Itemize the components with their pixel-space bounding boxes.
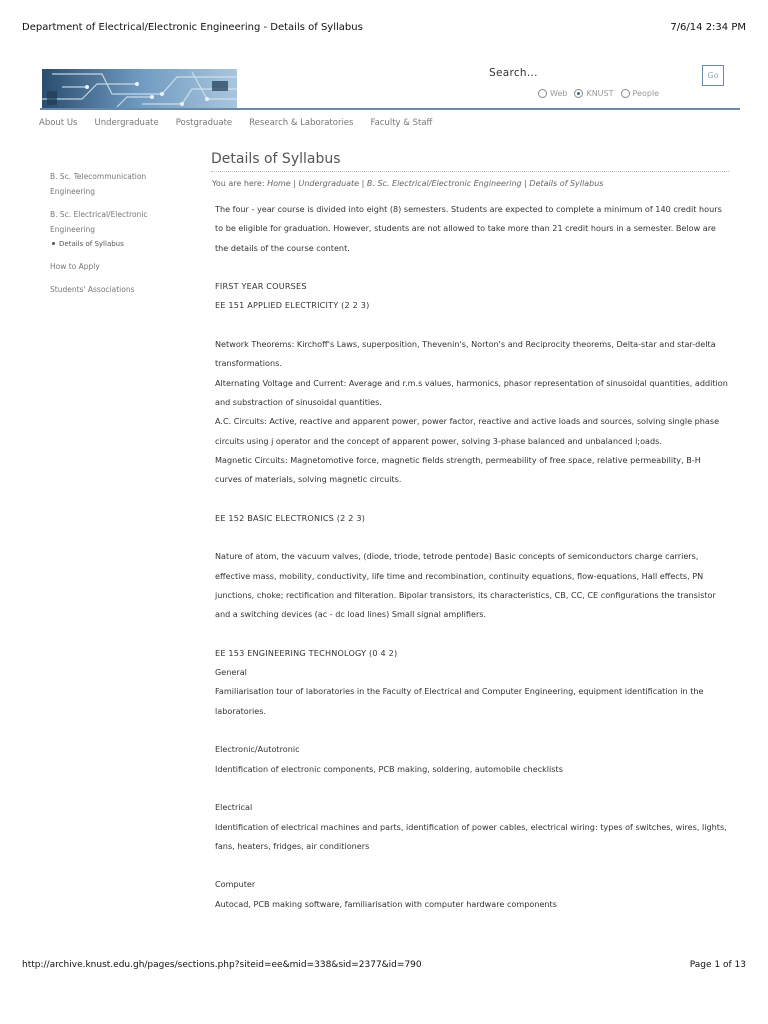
general-paragraph: Familiarisation tour of laboratories in the Faculty of Electrical and Computer Engineering, equipment identification in the laboratories. bbox=[215, 686, 704, 716]
title-divider bbox=[211, 171, 729, 172]
computer-paragraph: Autocad, PCB making software, familiarisation with computer hardware components bbox=[215, 898, 557, 909]
syllabus-content bbox=[215, 200, 730, 914]
sidebar-item-how-to-apply[interactable]: How to Apply bbox=[50, 262, 100, 271]
nav-about-us[interactable]: About Us bbox=[39, 118, 78, 128]
electronic-heading: Electronic/Autotronic bbox=[215, 744, 300, 755]
computer-heading: Computer bbox=[215, 879, 256, 890]
nav-postgraduate[interactable]: Postgraduate bbox=[175, 118, 233, 128]
nav-research-laboratories[interactable]: Research & Laboratories bbox=[249, 118, 354, 128]
sidebar-item-electrical[interactable]: B. Sc. Electrical/Electronic Engineering bbox=[50, 210, 148, 234]
page-title: Details of Syllabus bbox=[211, 151, 341, 167]
general-heading: General bbox=[215, 667, 247, 678]
radio-web[interactable] bbox=[538, 89, 547, 98]
breadcrumb-undergraduate[interactable]: Undergraduate bbox=[298, 179, 360, 188]
electrical-heading: Electrical bbox=[215, 802, 253, 813]
ee151-heading: EE 151 APPLIED ELECTRICITY (2 2 3) bbox=[215, 300, 370, 311]
radio-people[interactable] bbox=[621, 89, 630, 98]
ee152-paragraph: Nature of atom, the vacuum valves, (diode, triode, tetrode pentode) Basic concepts of semiconductors charge carriers, effective mass, mobility, conductivity, life time and recombination, continuity equations, flow-equations, Hall effects, PN junctions, choke; rectification and filteration. Bipolar transistors, its characteristics, CB, CC, CE configurations the transistor and a switching devices (ac - dc load lines) Small signal amplifiers. bbox=[215, 551, 716, 620]
radio-people-label: People bbox=[632, 89, 660, 98]
ee151-network-theorems: Network Theorems: Kirchoff's Laws, superposition, Thevenin's, Norton's and Reciprocity theorems, Delta-star and star-delta transformations. bbox=[215, 339, 716, 369]
sidebar-item-telecom[interactable]: B. Sc. Telecommunication Engineering bbox=[50, 172, 147, 196]
radio-web-label: Web bbox=[550, 89, 568, 98]
nav-undergraduate[interactable]: Undergraduate bbox=[94, 118, 159, 128]
search-scope-radios bbox=[538, 89, 663, 98]
bullet-icon bbox=[52, 242, 55, 245]
ee152-heading: EE 152 BASIC ELECTRONICS (2 2 3) bbox=[215, 512, 366, 523]
intro-paragraph: The four - year course is divided into eight (8) semesters. Students are expected to complete a minimum of 140 credit hours to be eligible for graduation. However, students are not allowed to take more than 21 credit hours in a semester. Below are the details of the course content. bbox=[215, 204, 722, 253]
search-go-button[interactable]: Go bbox=[702, 65, 724, 86]
nav-faculty-staff[interactable]: Faculty & Staff bbox=[370, 118, 433, 128]
electronic-paragraph: Identification of electronic components, PCB making, soldering, automobile checklists bbox=[215, 763, 563, 774]
sidebar-subitem-syllabus[interactable] bbox=[50, 237, 170, 251]
sidebar-subitem-label: Details of Syllabus bbox=[59, 240, 124, 248]
ee153-heading: EE 153 ENGINEERING TECHNOLOGY (0 4 2) bbox=[215, 647, 398, 658]
sidebar-item-students-associations[interactable]: Students' Associations bbox=[50, 285, 135, 294]
electrical-paragraph: Identification of electrical machines and parts, identification of power cables, electrical wiring: types of switches, wires, lights, fans, heaters, fridges, air conditioners bbox=[215, 821, 727, 851]
header-divider bbox=[40, 108, 740, 110]
sidebar bbox=[50, 169, 170, 305]
first-year-heading: FIRST YEAR COURSES bbox=[215, 281, 307, 292]
print-header-date: 7/6/14 2:34 PM bbox=[670, 22, 746, 33]
breadcrumb-bsc-electrical[interactable]: B. Sc. Electrical/Electronic Engineering bbox=[366, 179, 522, 188]
ee151-alternating: Alternating Voltage and Current: Average and r.m.s values, harmonics, phasor representation of sinusoidal quantities, addition and substraction of sinusoidal quantities. bbox=[215, 377, 728, 407]
breadcrumb-prefix: You are here: bbox=[212, 179, 265, 188]
print-header-title: Department of Electrical/Electronic Engineering - Details of Syllabus bbox=[22, 22, 363, 33]
breadcrumb-home[interactable]: Home bbox=[267, 179, 291, 188]
top-navigation bbox=[39, 118, 432, 128]
ee151-ac-circuits: A.C. Circuits: Active, reactive and apparent power, power factor, reactive and active loads and sources, solving single phase circuits using j operator and the concept of apparent power, solving 3-phase balanced and unbalanced l;oads. bbox=[215, 416, 720, 446]
radio-knust-label: KNUST bbox=[586, 89, 614, 98]
search-label[interactable]: Search... bbox=[489, 67, 538, 79]
print-footer-page: Page 1 of 13 bbox=[689, 960, 746, 970]
ee151-magnetic: Magnetic Circuits: Magnetomotive force, magnetic fields strength, permeability of free space, relative permeability, B-H curves of materials, solving magnetic circuits. bbox=[215, 454, 701, 485]
breadcrumb: You are here: Home | Undergraduate | B. Sc. Electrical/Electronic Engineering | Details of Syllabus bbox=[212, 179, 604, 188]
breadcrumb-current: Details of Syllabus bbox=[529, 179, 604, 188]
radio-knust[interactable] bbox=[574, 89, 583, 98]
print-footer-url: http://archive.knust.edu.gh/pages/sections.php?siteid=ee&mid=338&sid=2377&id=790 bbox=[22, 960, 422, 970]
circuit-banner-image bbox=[42, 69, 237, 108]
